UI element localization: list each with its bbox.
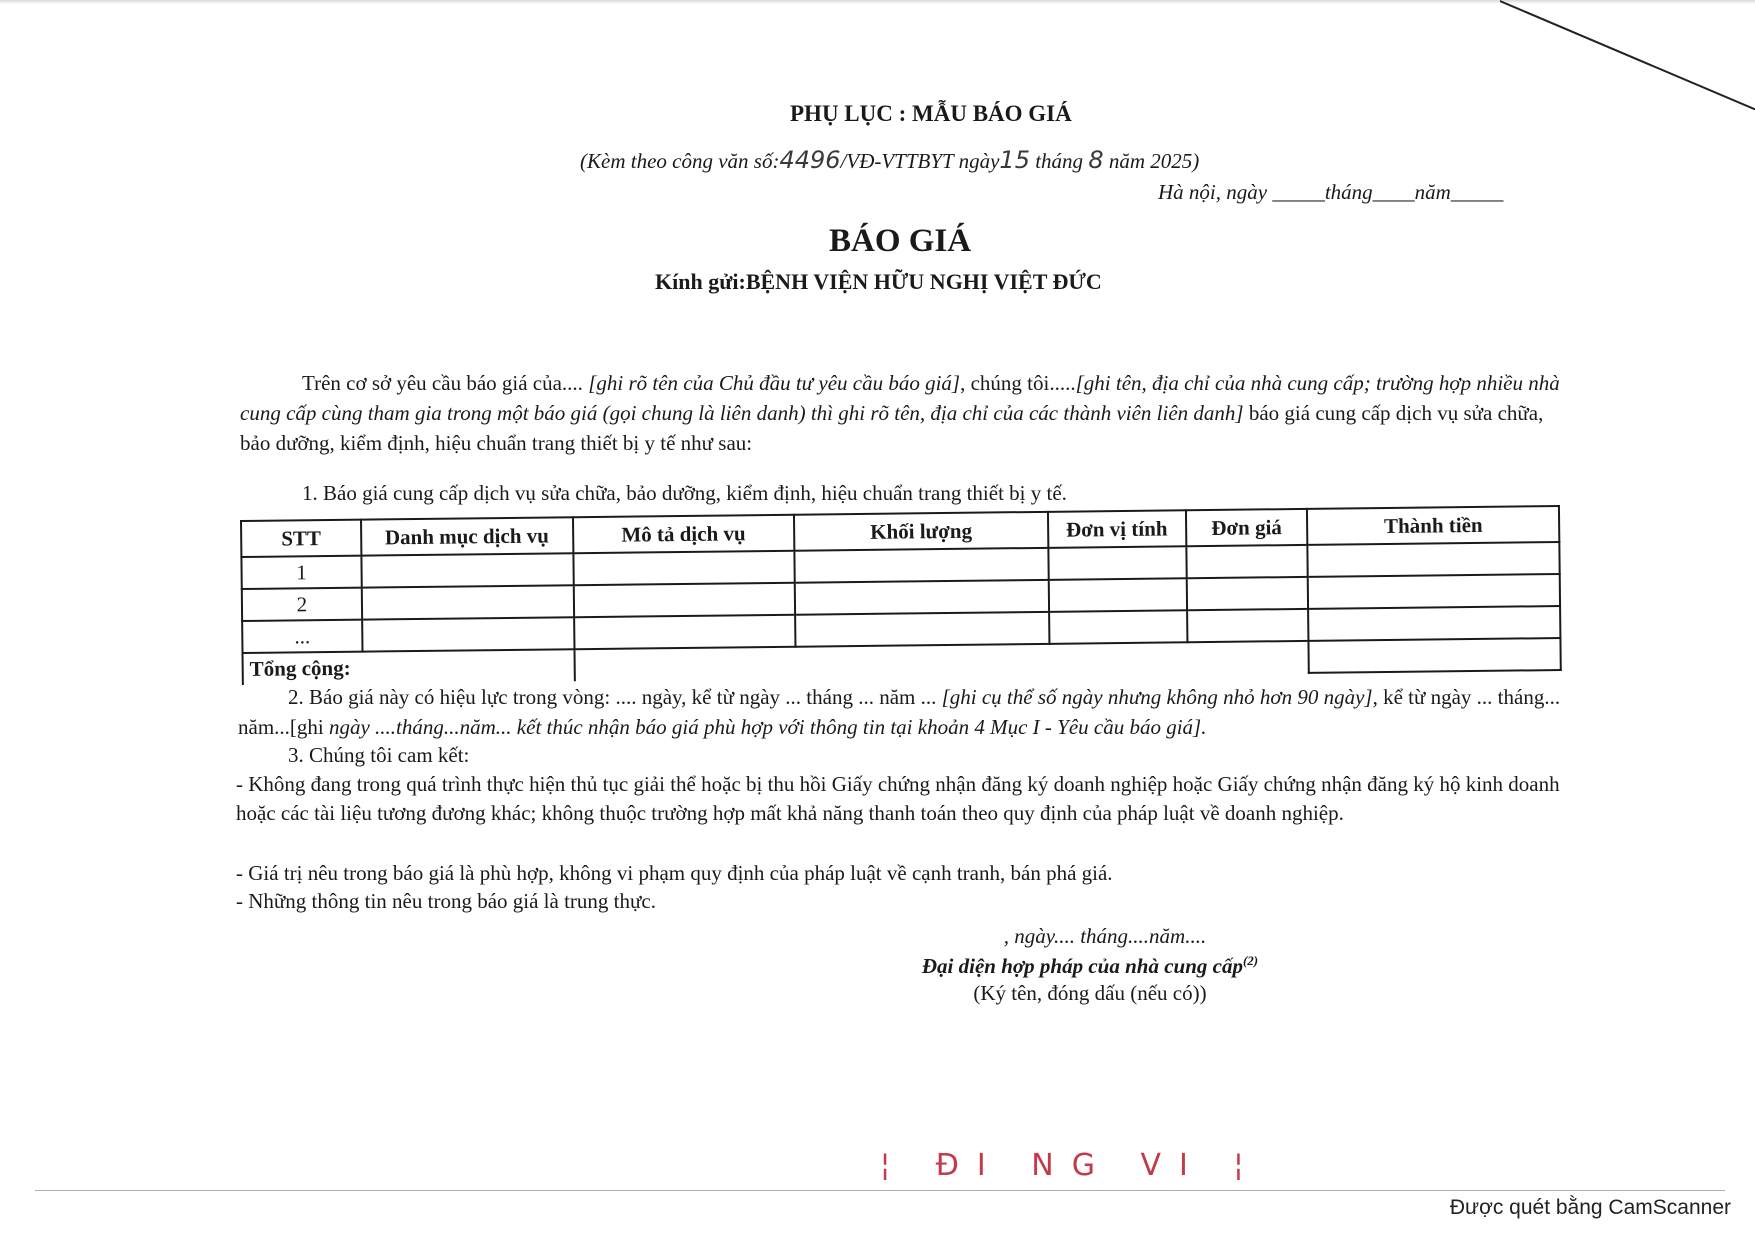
section-3-heading: 3. Chúng tôi cam kết: (288, 743, 470, 767)
section-1-heading: 1. Báo giá cung cấp dịch vụ sửa chữa, bảo dưỡng, kiểm định, hiệu chuẩn trang thiết bị y tế. (302, 481, 1067, 505)
section-2-text-1: 2. Báo giá này có hiệu lực trong vòng: .... ngày, kể từ ngày ... tháng ... năm ... (288, 685, 942, 709)
table-cell (1308, 606, 1560, 641)
signature-role (880, 953, 1300, 979)
intro-text-3: báo giá cung cấp dịch vụ sửa chữa, bảo dưỡng, kiểm định, hiệu chuẩn trang thiết bị y tế như sau: (240, 401, 1544, 455)
section-2-italic-2: ngày ....tháng...năm... kết thúc nhận báo giá phù hợp với thông tin tại khoản 4 Mục I - Yêu cầu báo giá]. (328, 715, 1207, 739)
year-part: năm 2025) (1108, 149, 1200, 173)
table-cell (361, 553, 573, 587)
header-amount: Thành tiền (1307, 506, 1559, 545)
month-word: tháng (1035, 149, 1084, 173)
header-service-description: Mô tả dịch vụ (572, 515, 794, 554)
section-2-paragraph (238, 682, 1568, 742)
table-cell (1186, 545, 1308, 578)
table-cell (574, 615, 796, 650)
attachment-line (580, 146, 1199, 174)
table-cell (795, 612, 1049, 647)
doc-code: /VĐ-VTTBYT ngày (840, 149, 1000, 173)
row-stt: ... (242, 620, 362, 653)
total-label: Tổng cộng: (243, 649, 575, 685)
section-2-text-2: , kể từ ngày ... tháng... năm...[ghi (238, 685, 1561, 739)
signature-role-text: Đại diện hợp pháp của nhà cung cấp (921, 954, 1243, 978)
section-2-italic-1: [ghi cụ thể số ngày nhưng không nhỏ hơn 90 ngày] (941, 685, 1373, 709)
intro-text-1: Trên cơ sở yêu cầu báo giá của.... (302, 371, 589, 395)
header-quantity: Khối lượng (794, 512, 1048, 551)
table-cell (1187, 609, 1309, 642)
recipient-line: Kính gửi:BỆNH VIỆN HỮU NGHỊ VIỆT ĐỨC (655, 269, 1102, 294)
quote-table (240, 505, 1562, 686)
intro-italic-2: [ghi tên, địa chỉ của nhà cung cấp; trường hợp nhiều nhà cung cấp cùng tham gia trong một báo giá (gọi chung là liên danh) thì ghi rõ tên, địa chỉ của các thành viên liên danh] (240, 371, 1560, 425)
handwritten-doc-number: 4496 (779, 146, 841, 174)
handwritten-month: 8 (1088, 146, 1104, 174)
intro-italic-1: [ghi rõ tên của Chủ đầu tư yêu cầu báo giá] (588, 371, 961, 395)
header-unit-price: Đơn giá (1185, 509, 1307, 546)
appendix-title: PHỤ LỤC : MẪU BÁO GIÁ (790, 101, 1072, 126)
total-value (1309, 638, 1561, 673)
camscanner-label: Được quét bằng CamScanner (1449, 1196, 1731, 1219)
commitment-3: - Những thông tin nêu trong báo giá là trung thực. (236, 889, 656, 913)
signature-note: (Ký tên, đóng dấu (nếu có)) (973, 981, 1207, 1005)
scan-bottom-edge (35, 1190, 1725, 1191)
attach-prefix: (Kèm theo công văn số: (580, 149, 780, 173)
main-title: BÁO GIÁ (829, 223, 972, 259)
header-unit: Đơn vị tính (1048, 510, 1186, 548)
row-stt: 1 (241, 556, 361, 589)
table-cell (573, 551, 795, 586)
signature-footnote-mark: (2) (1242, 953, 1259, 968)
table-cell (362, 617, 574, 651)
handwritten-day: 15 (999, 146, 1030, 174)
table-cell (1048, 546, 1186, 580)
table-cell (1308, 574, 1560, 609)
intro-text-2: , chúng tôi..... (960, 371, 1076, 395)
table-cell (1308, 542, 1560, 577)
commitment-1: - Không đang trong quá trình thực hiện thủ tục giải thể hoặc bị thu hồi Giấy chứng nhận đăng ký doanh nghiệp hoặc Giấy chứng nhận đăng ký hộ kinh doanh hoặc các tài liệu tương đương khác; không thuộc trường hợp mất khả năng thanh toán theo quy định của pháp luật về doanh nghiệp. (236, 772, 1560, 825)
stamp-fragment: ¦ ĐI NG VI ¦ (880, 1148, 1262, 1183)
row-stt: 2 (242, 588, 362, 621)
header-service-list: Danh mục dịch vụ (361, 517, 573, 555)
signature-date-line: , ngày.... tháng....năm.... (1003, 924, 1207, 948)
table-cell (1186, 577, 1308, 610)
table-cell (362, 585, 574, 619)
table-cell (795, 548, 1049, 583)
signature-block (880, 924, 1300, 1006)
table-cell (1048, 578, 1186, 612)
place-date-line: Hà nội, ngày _____tháng____năm_____ (1158, 180, 1504, 204)
table-cell (1049, 610, 1187, 644)
header-stt: STT (241, 520, 361, 557)
intro-paragraph (240, 368, 1562, 458)
commitment-2: - Giá trị nêu trong báo giá là phù hợp, không vi phạm quy định của pháp luật về cạnh tranh, bán phá giá. (236, 861, 1113, 885)
table-cell (573, 583, 795, 618)
table-cell (795, 580, 1049, 615)
